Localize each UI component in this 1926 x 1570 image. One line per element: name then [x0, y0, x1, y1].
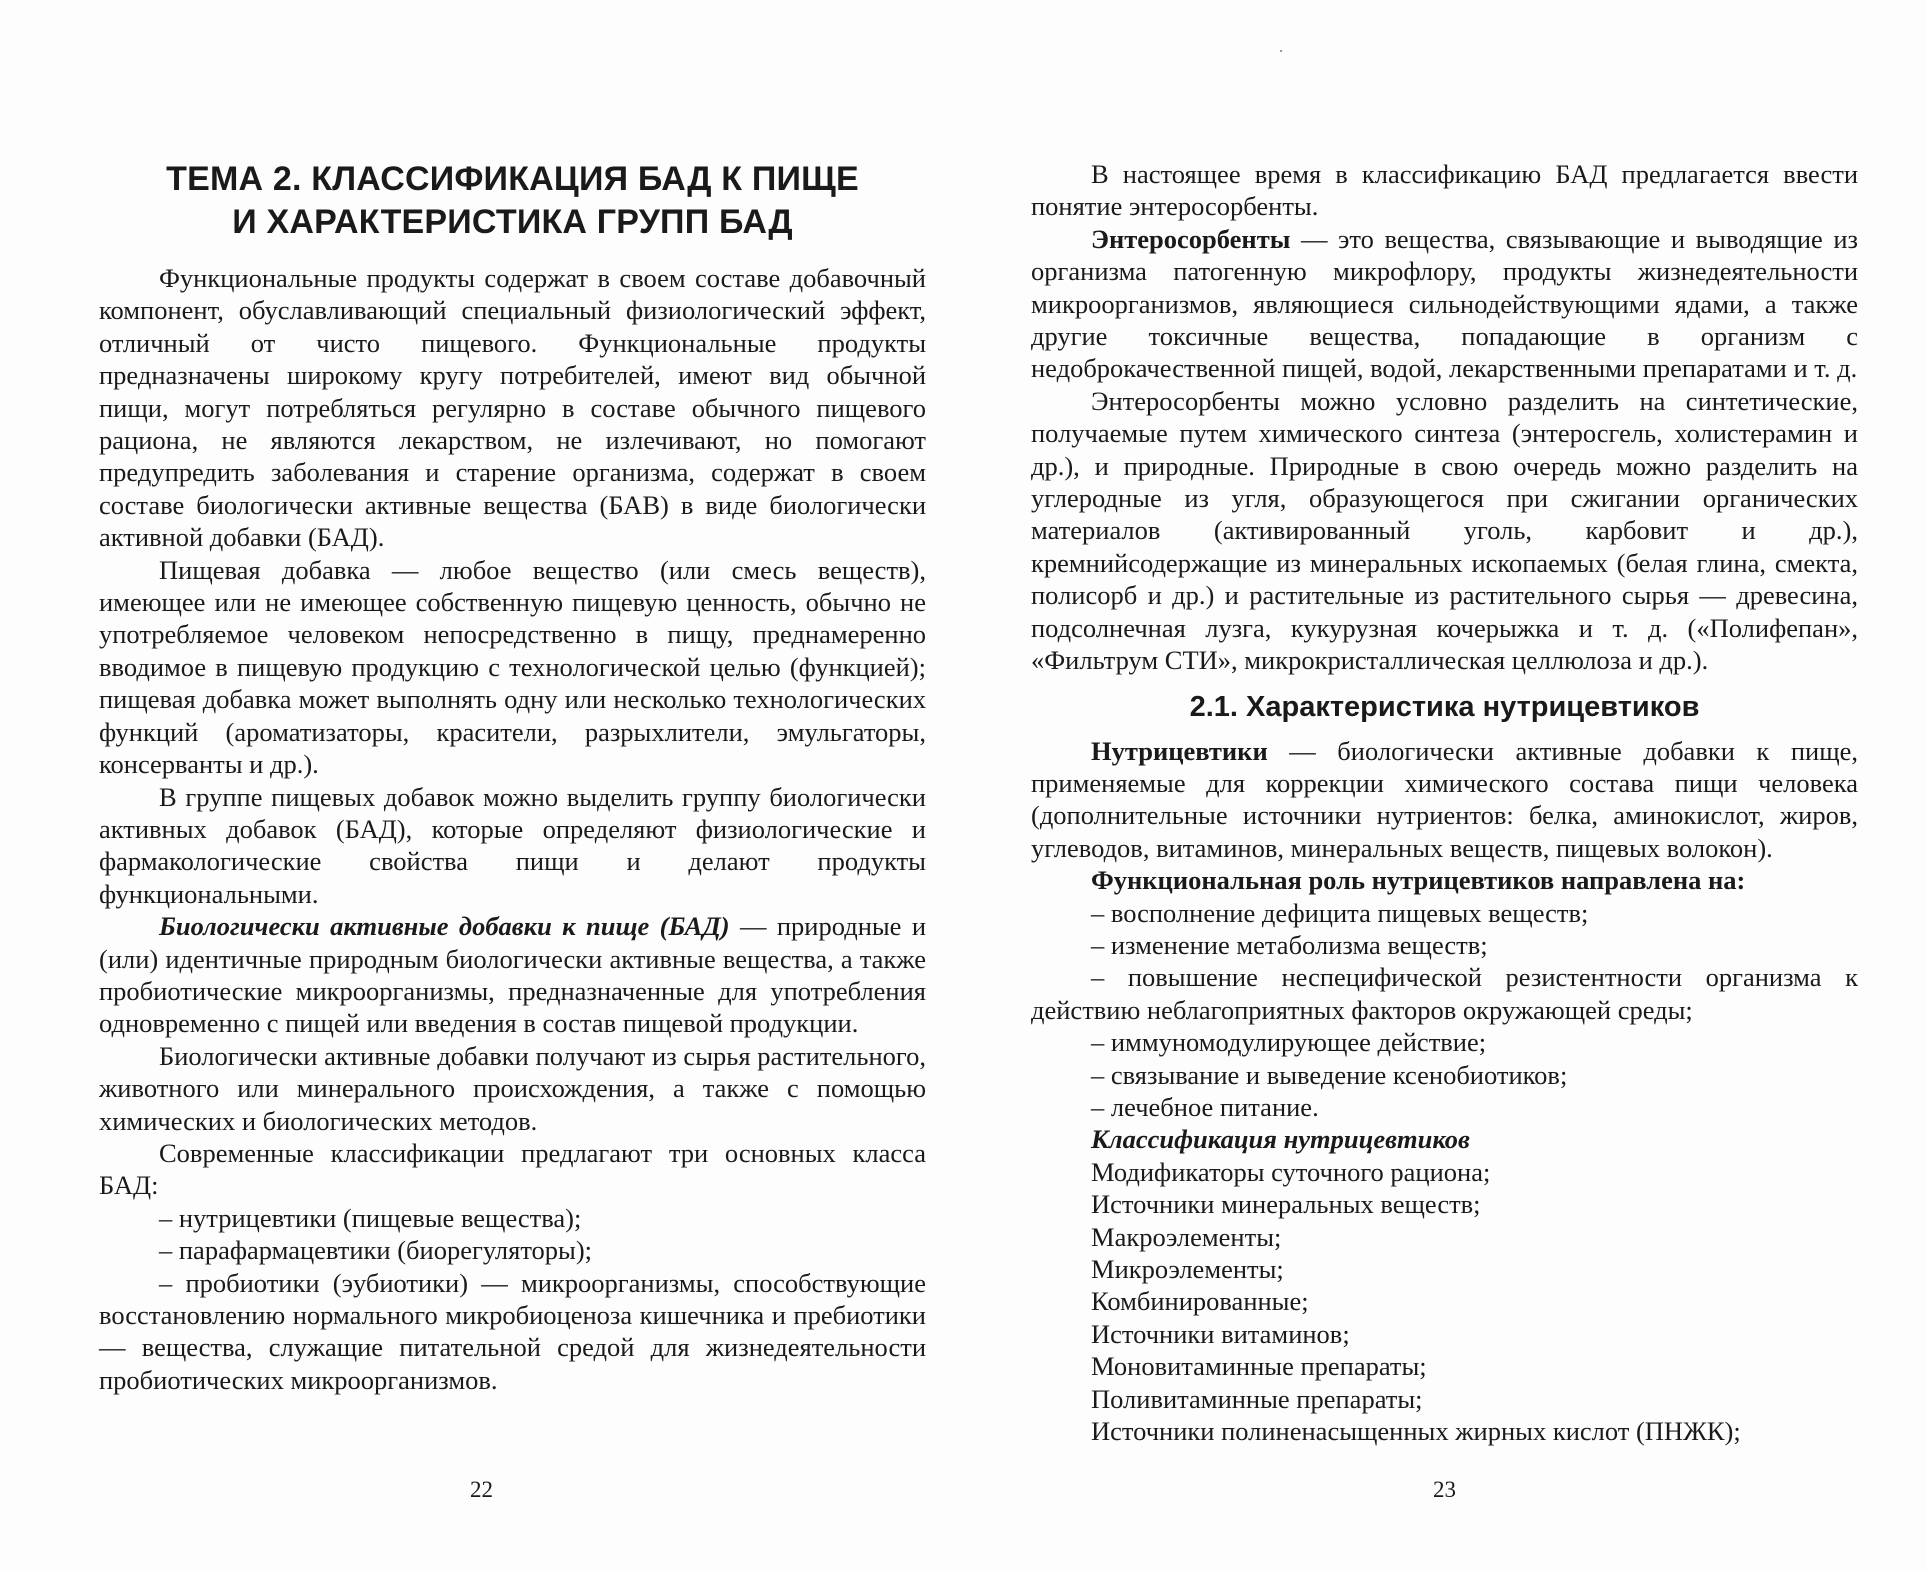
topic-title	[99, 158, 926, 244]
class-list-item: Источники полиненасыщенных жирных кислот (ПНЖК);	[1091, 1416, 1741, 1447]
list-item-parapharmaceuticals: – парафармацевтики (биорегуляторы);	[159, 1235, 593, 1266]
role-list-item: – связывание и выведение ксенобиотиков;	[1091, 1059, 1568, 1090]
enterosorbents-term: Энтеросорбенты	[1091, 223, 1291, 254]
paragraph-classifications: Современные классификации предлагают три основных класса БАД:	[99, 1137, 926, 1201]
right-page	[963, 0, 1926, 1570]
topic-title-line-1: ТЕМА 2. КЛАССИФИКАЦИЯ БАД К ПИЩЕ	[166, 160, 859, 198]
classification-heading	[1031, 1123, 1858, 1155]
class-list-item: Микроэлементы;	[1091, 1254, 1284, 1284]
topic-title-line-2: И ХАРАКТЕРИСТИКА ГРУПП БАД	[232, 203, 793, 241]
functional-role-heading	[1031, 864, 1858, 896]
paragraph-enterosorbents-definition	[1031, 223, 1858, 385]
list-item-nutraceuticals: – нутрицевтики (пищевые вещества);	[159, 1202, 582, 1233]
class-list-item: Комбинированные;	[1091, 1286, 1309, 1317]
page-number-left: 22	[470, 1477, 493, 1502]
paragraph-functional-products: Функциональные продукты содержат в своем составе добавочный компонент, обуславливающий специальный физиологический эффект, отличный от чисто пищевого. Функциональные продукты предназначены широкому кругу потребителей, имеют вид обычной пищи, могут потребляться регулярно в составе обычного пищевого рациона, не являются лекарством, не излечивают, но помогают предупредить заболевания и старение организма, содержат в своем составе биологически активные вещества (БАВ) в виде биологически активной добавки (БАД).	[99, 263, 926, 553]
nutraceuticals-definition-text: — биологически активные добавки к пище, применяемые для коррекции химического состава пищи человека (дополнительные источники нутриентов: белка, аминокислот, жиров, углеводов, витаминов, минеральных веществ, пищевых волокон).	[1031, 735, 1858, 863]
enterosorbents-definition-text: — это вещества, связывающие и выводящие из организма патогенную микрофлору, продукты жизнедеятельности микроорганизмов, являющиеся сильнодействующими ядами, а также другие токсичные вещества, попадающие в организм с недоброкачественной пищей, водой, лекарственными препаратами и т. д.	[1031, 223, 1858, 384]
role-list-item: – восполнение дефицита пищевых веществ;	[1091, 897, 1589, 928]
paragraph-food-additive: Пищевая добавка — любое вещество (или смесь веществ), имеющее или не имеющее собственную пищевую ценность, обычно не употребляемое человеком непосредственно в пищу, преднамеренно вводимое в пищевую продукцию с технологической целью (функцией); пищевая добавка может выполнять одну или несколько технологических функций (ароматизаторы, красители, разрыхлители, эмульгаторы, консерванты и др.).	[99, 554, 926, 780]
classification-heading-text: Классификация нутрицевтиков	[1091, 1124, 1470, 1155]
class-list-item: Поливитаминные препараты;	[1091, 1383, 1423, 1414]
list-item-probiotics: – пробиотики (эубиотики) — микроорганизмы, способствующие восстановлению нормального микробиоценоза кишечника и пребиотики — вещества, служащие питательной средой для жизнедеятельности пробиотических микроорганизмов.	[99, 1267, 926, 1395]
paragraph-bad-definition	[99, 910, 926, 1040]
functional-role-heading-text: Функциональная роль нутрицевтиков направлена на:	[1091, 865, 1746, 896]
bad-definition-text: — природные и (или) идентичные природным биологически активные вещества, а также пробиотические микроорганизмы, предназначенные для употребления одновременно с пищей или введения в состав пищевой продукции.	[99, 911, 927, 1039]
section-title: 2.1. Характеристика нутрицевтиков	[1189, 690, 1700, 723]
role-list-item: – изменение метаболизма веществ;	[1091, 929, 1488, 960]
nutraceuticals-term: Нутрицевтики	[1091, 735, 1268, 766]
class-list-item: Модификаторы суточного рациона;	[1091, 1156, 1491, 1187]
paragraph-bad-group: В группе пищевых добавок можно выделить группу биологически активных добавок (БАД), которые определяют физиологические и фармакологические свойства пищи и делают продукты функциональными.	[99, 781, 926, 909]
scan-speck	[1280, 50, 1282, 52]
role-list-item: – лечебное питание.	[1091, 1091, 1319, 1122]
class-list-item: Источники минеральных веществ;	[1091, 1189, 1481, 1220]
class-list-item: Источники витаминов;	[1091, 1318, 1350, 1349]
role-list-item: – повышение неспецифической резистентности организма к действию неблагоприятных факторов окружающей среды;	[1031, 962, 1858, 1025]
bad-definition-term: Биологически активные добавки к пище (БАД)	[159, 911, 730, 942]
role-list-item: – иммуномодулирующее действие;	[1091, 1027, 1487, 1058]
class-list-item: Моновитаминные препараты;	[1091, 1351, 1427, 1382]
paragraph-enterosorbents-types: Энтеросорбенты можно условно разделить на синтетические, получаемые путем химического синтеза (энтеросгель, холистерамин и др.), и природные. Природные в свою очередь можно разделить на углеродные из угля, образующегося при сжигании органических материалов (активированный уголь, карбовит и др.), кремнийсодержащие из минеральных ископаемых (белая глина, смекта, полисорб и др.) и растительные из растительного сырья — древесина, подсолнечная лузга, кукурузная кочерыжка и т. д. («Полифепан», «Фильтрум СТИ», микрокристаллическая целлюлоза и др.).	[1031, 385, 1858, 676]
paragraph-bad-sources: Биологически активные добавки получают из сырья растительного, животного или минерального происхождения, а также с помощью химических и биологических методов.	[99, 1040, 926, 1136]
right-text-column	[1031, 158, 1858, 1447]
page-number-right: 23	[1433, 1477, 1456, 1502]
class-list-item: Макроэлементы;	[1091, 1221, 1282, 1252]
paragraph-enterosorbents-intro: В настоящее время в классификацию БАД предлагается ввести понятие энтеросорбенты.	[1031, 159, 1858, 222]
left-text-column	[99, 158, 926, 1396]
paragraph-nutraceuticals-definition	[1031, 735, 1858, 865]
